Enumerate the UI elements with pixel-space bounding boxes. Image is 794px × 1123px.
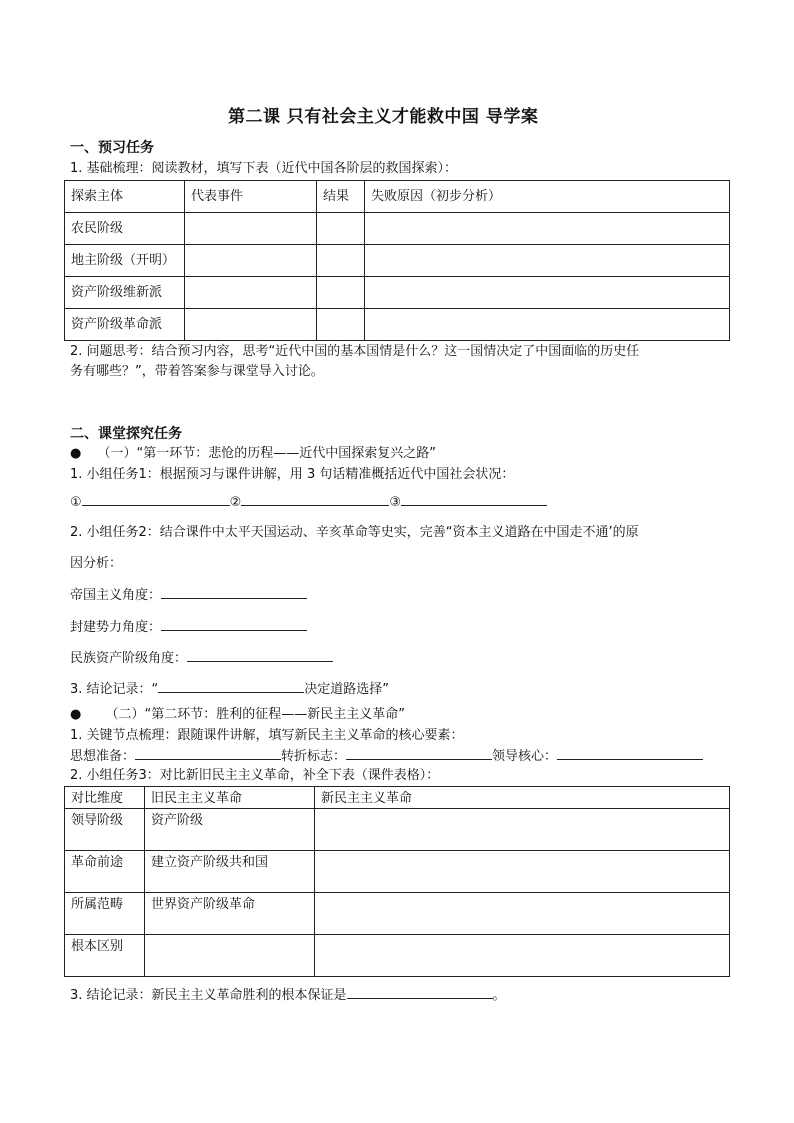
part2-conclusion-prefix: 3. 结论记录：新民主主义革命胜利的根本保证是	[70, 988, 347, 1003]
answer-cell[interactable]	[185, 213, 317, 245]
row-label-category: 所属范畴	[65, 893, 145, 935]
answer-cell[interactable]	[145, 935, 315, 977]
leadership-core-label: 领导核心：	[492, 749, 558, 764]
table-header: 旧民主主义革命	[145, 787, 315, 809]
part2-conclusion-blank[interactable]	[347, 986, 493, 999]
preview-task-2-line1: 2. 问题思考：结合预习内容，思考“近代中国的基本国情是什么？这一国情决定了中国面临的历史任	[70, 344, 640, 359]
page-title: 第二课 只有社会主义才能救中国 导学案	[228, 107, 539, 127]
row-label-prospect: 革命前途	[65, 851, 145, 893]
part1-title-text: （一）“第一环节：悲怆的历程——近代中国探索复兴之路”	[97, 446, 436, 461]
row-label-leadership: 领导阶级	[65, 809, 145, 851]
answer-cell[interactable]	[315, 935, 730, 977]
part2-task-2: 2. 小组任务3：对比新旧民主主义革命，补全下表（课件表格）：	[70, 768, 440, 783]
answer-cell[interactable]	[317, 309, 365, 341]
leadership-core-blank[interactable]	[557, 747, 703, 760]
old-revolution-cell: 世界资产阶级革命	[145, 893, 315, 935]
part1-conclusion	[70, 680, 389, 699]
mark-3: ③	[389, 495, 401, 510]
mark-1: ①	[70, 495, 82, 510]
table-header: 结果	[317, 181, 365, 213]
row-label-landlord: 地主阶级（开明）	[65, 245, 185, 277]
answer-cell[interactable]	[185, 277, 317, 309]
mark-2: ②	[229, 495, 242, 510]
answer-cell[interactable]	[185, 245, 317, 277]
thought-prep-label: 思想准备：	[70, 749, 136, 764]
answer-cell[interactable]	[317, 277, 365, 309]
blank-3[interactable]	[401, 493, 547, 506]
turning-point-label: 转折标志：	[281, 749, 347, 764]
section-heading-classroom: 二、课堂探究任务	[70, 426, 182, 442]
blank-1[interactable]	[82, 493, 230, 506]
part2-title	[70, 706, 405, 724]
bullet-icon: ●	[70, 446, 82, 461]
angle-bourgeoisie-blank[interactable]	[187, 649, 333, 662]
answer-cell[interactable]	[365, 309, 730, 341]
turning-point-blank[interactable]	[346, 747, 492, 760]
answer-cell[interactable]	[315, 809, 730, 851]
part1-task-1: 1. 小组任务1：根据预习与课件讲解，用 3 句话精准概括近代中国社会状况：	[70, 467, 515, 482]
part1-task-2-line1: 2. 小组任务2：结合课件中太平天国运动、辛亥革命等史实，完善“资本主义道路在中国走不通’的原	[70, 525, 639, 540]
angle-feudal-blank[interactable]	[161, 618, 307, 631]
exploration-table	[64, 180, 730, 341]
old-revolution-cell: 资产阶级	[145, 809, 315, 851]
part1-title	[70, 445, 436, 463]
part1-conclusion-prefix: 3. 结论记录：“	[70, 682, 159, 697]
angle-imperialism-blank[interactable]	[161, 586, 307, 599]
table-header: 失败原因（初步分析）	[365, 181, 730, 213]
blank-2[interactable]	[241, 493, 389, 506]
angle-bourgeoisie-label: 民族资产阶级角度：	[70, 651, 188, 666]
angle-bourgeoisie	[70, 649, 333, 668]
answer-cell[interactable]	[365, 277, 730, 309]
thought-prep-blank[interactable]	[135, 747, 281, 760]
table-header: 探索主体	[65, 181, 185, 213]
answer-cell[interactable]	[185, 309, 317, 341]
answer-cell[interactable]	[365, 245, 730, 277]
part1-conclusion-suffix: 决定道路选择”	[304, 682, 390, 697]
part2-title-text: （二）“第二环节：胜利的征程——新民主主义革命”	[105, 707, 405, 722]
part2-conclusion-suffix: 。	[492, 988, 506, 1003]
revolution-comparison-table	[64, 786, 730, 977]
preview-task-1: 1. 基础梳理：阅读教材，填写下表（近代中国各阶层的救国探索）：	[70, 161, 458, 176]
preview-task-2-line2: 务有哪些？”，带着答案参与课堂导入讨论。	[70, 364, 324, 379]
bullet-icon: ●	[70, 707, 82, 722]
angle-imperialism-label: 帝国主义角度：	[70, 588, 162, 603]
answer-cell[interactable]	[315, 893, 730, 935]
table-header: 对比维度	[65, 787, 145, 809]
row-label-reformist: 资产阶级维新派	[65, 277, 185, 309]
row-label-peasant: 农民阶级	[65, 213, 185, 245]
answer-cell[interactable]	[317, 213, 365, 245]
part2-conclusion	[70, 986, 506, 1005]
row-label-revolutionary: 资产阶级革命派	[65, 309, 185, 341]
answer-cell[interactable]	[365, 213, 730, 245]
summary-blanks	[70, 493, 547, 512]
row-label-fundamental-difference: 根本区别	[65, 935, 145, 977]
answer-cell[interactable]	[317, 245, 365, 277]
part2-task-1: 1. 关键节点梳理：跟随课件讲解，填写新民主主义革命的核心要素：	[70, 728, 464, 743]
angle-feudal	[70, 618, 307, 637]
angle-feudal-label: 封建势力角度：	[70, 620, 162, 635]
answer-cell[interactable]	[315, 851, 730, 893]
part1-task-2-line2: 因分析：	[70, 556, 123, 571]
old-revolution-cell: 建立资产阶级共和国	[145, 851, 315, 893]
table-header: 新民主主义革命	[315, 787, 730, 809]
key-elements-row	[70, 747, 703, 766]
angle-imperialism	[70, 586, 307, 605]
part1-conclusion-blank[interactable]	[158, 680, 304, 693]
section-heading-preview: 一、预习任务	[70, 140, 154, 156]
table-header: 代表事件	[185, 181, 317, 213]
